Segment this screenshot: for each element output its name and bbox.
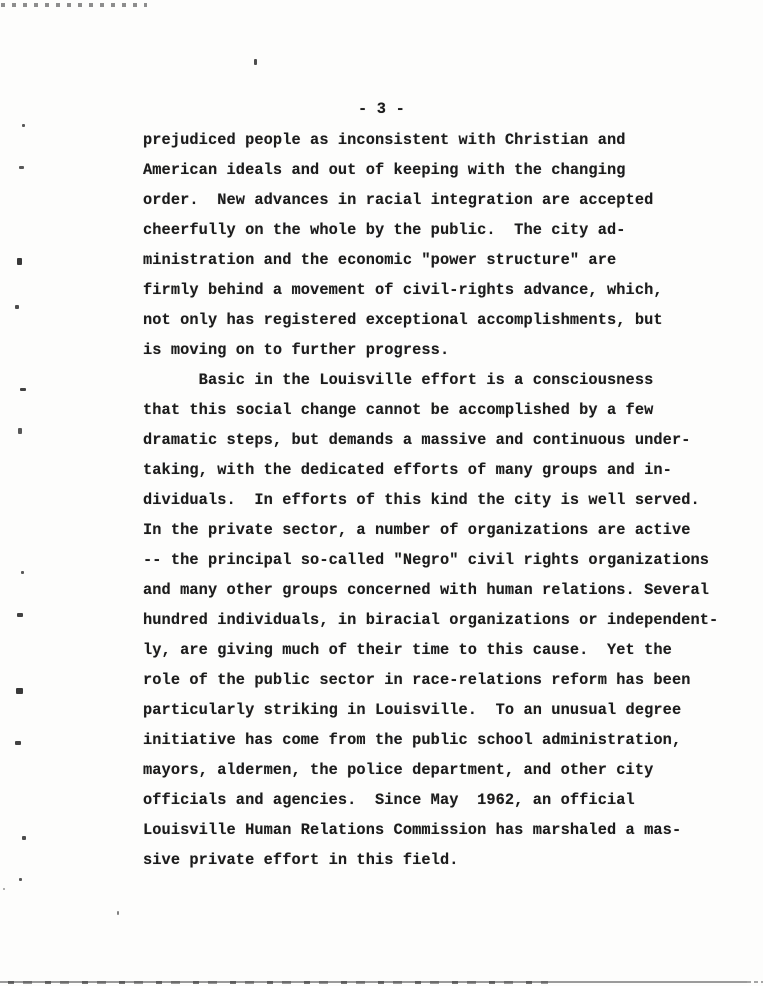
text-line: American ideals and out of keeping with the changing <box>143 161 626 179</box>
text-line: Louisville Human Relations Commission has marshaled a mas- <box>143 821 682 839</box>
text-line: mayors, aldermen, the police department, and other city <box>143 761 654 779</box>
document-body <box>143 125 718 875</box>
text-line: order. New advances in racial integration are accepted <box>143 191 654 209</box>
text-line: prejudiced people as inconsistent with Christian and <box>143 131 626 149</box>
text-line: hundred individuals, in biracial organizations or independent- <box>143 611 719 629</box>
text-line: officials and agencies. Since May 1962, an official <box>143 791 635 809</box>
page-number: - 3 - <box>358 100 405 118</box>
text-line: Basic in the Louisville effort is a consciousness <box>143 371 654 389</box>
text-line: role of the public sector in race-relations reform has been <box>143 671 691 689</box>
text-line: cheerfully on the whole by the public. The city ad- <box>143 221 626 239</box>
scan-speck <box>19 878 22 881</box>
text-line: In the private sector, a number of organizations are active <box>143 521 691 539</box>
text-line: ly, are giving much of their time to this cause. Yet the <box>143 641 672 659</box>
text-line: that this social change cannot be accomplished by a few <box>143 401 654 419</box>
text-line: dividuals. In efforts of this kind the city is well served. <box>143 491 700 509</box>
text-line: is moving on to further progress. <box>143 341 450 359</box>
text-line: particularly striking in Louisville. To an unusual degree <box>143 701 682 719</box>
scan-speck <box>254 59 257 65</box>
scan-speck <box>22 836 26 840</box>
scan-speck <box>16 688 23 694</box>
text-line: and many other groups concerned with human relations. Several <box>143 581 710 599</box>
text-line: dramatic steps, but demands a massive and continuous under- <box>143 431 691 449</box>
scan-edge-line-bottom-right-dashes <box>747 981 763 983</box>
text-line: -- the principal so-called "Negro" civil rights organizations <box>143 551 710 569</box>
scan-speck <box>20 388 26 391</box>
text-line: initiative has come from the public school administration, <box>143 731 682 749</box>
scan-speck <box>22 124 25 127</box>
text-line: sive private effort in this field. <box>143 851 459 869</box>
scan-speck <box>17 613 23 617</box>
scan-edge-dashes-top <box>1 3 147 7</box>
scan-edge-line-bottom-dark-dashes <box>8 981 548 984</box>
text-line: ministration and the economic "power structure" are <box>143 251 617 269</box>
text-line: firmly behind a movement of civil-rights advance, which, <box>143 281 663 299</box>
scan-speck <box>19 166 24 169</box>
scan-speck <box>117 911 119 915</box>
scan-speck <box>18 428 22 434</box>
text-line: taking, with the dedicated efforts of many groups and in- <box>143 461 672 479</box>
scan-speck <box>15 305 19 309</box>
scan-speck <box>3 888 5 890</box>
text-line: not only has registered exceptional accomplishments, but <box>143 311 663 329</box>
scan-speck <box>15 741 21 745</box>
scan-speck <box>17 258 22 265</box>
scan-speck <box>21 571 24 574</box>
